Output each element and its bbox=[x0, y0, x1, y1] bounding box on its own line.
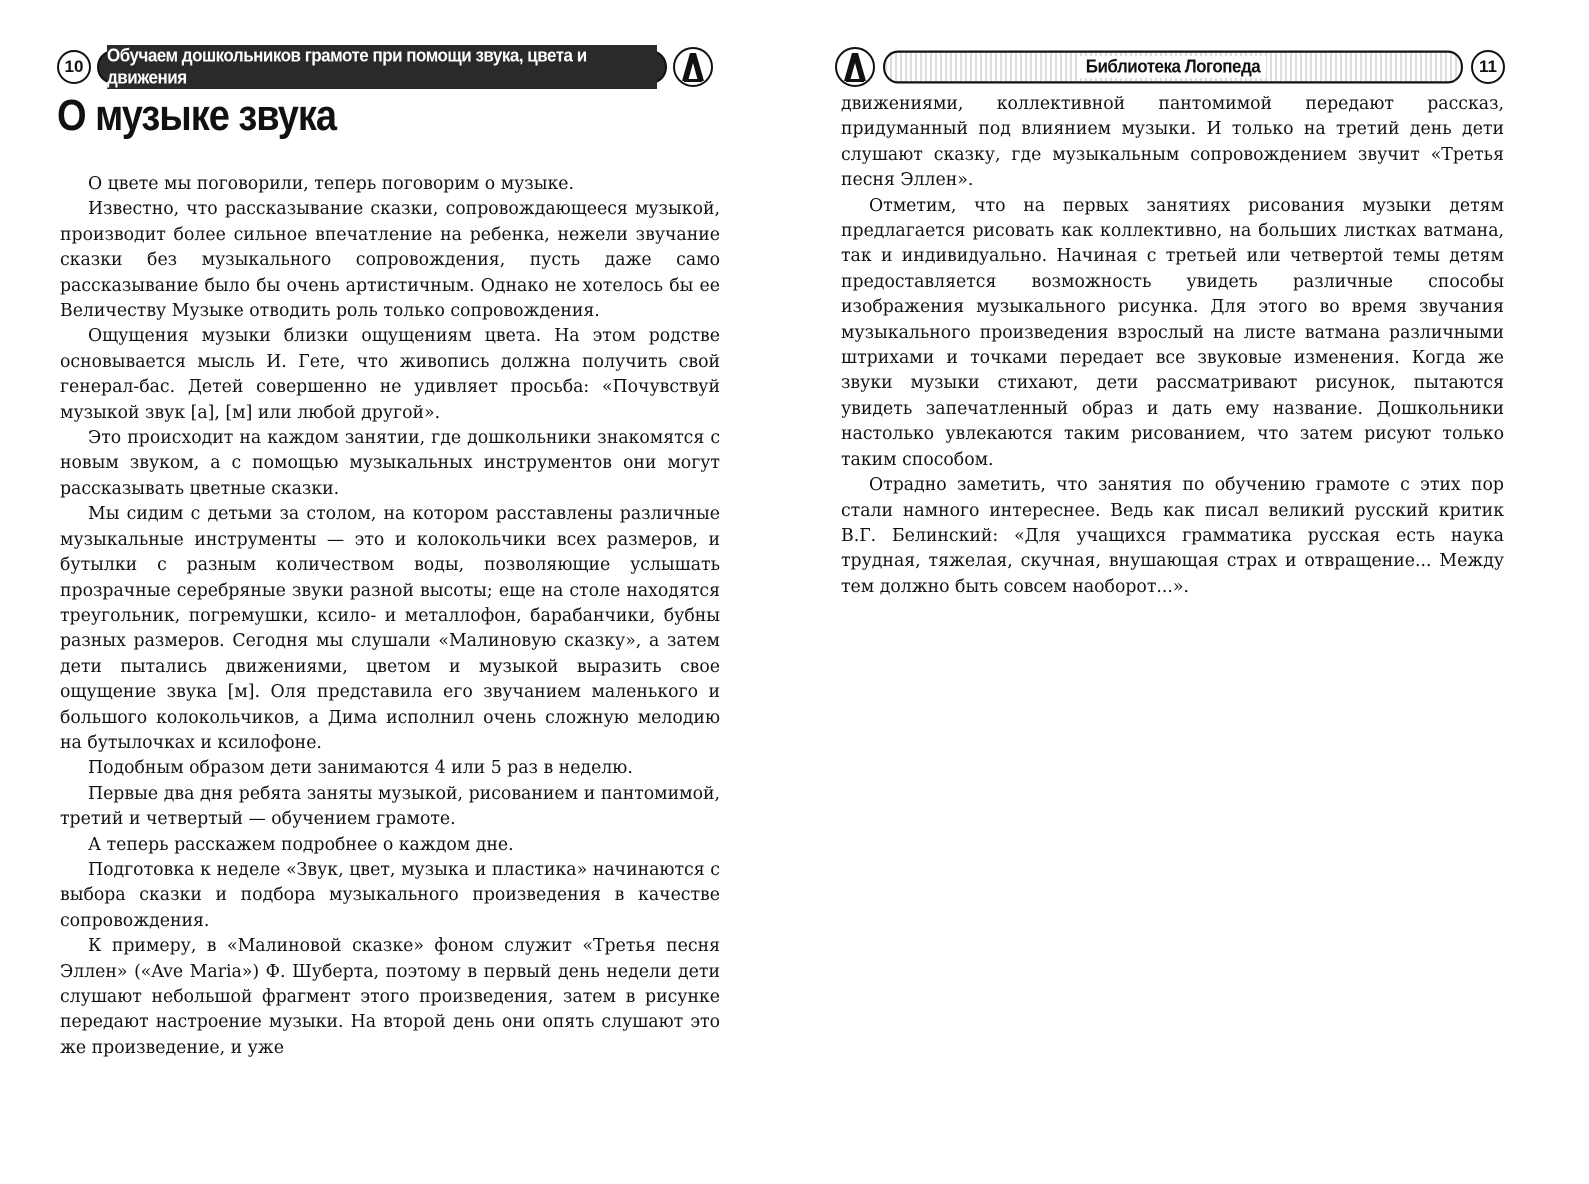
running-header-banner bbox=[883, 51, 1463, 84]
book-logo-icon bbox=[835, 47, 875, 87]
paragraph: Подобным образом дети занимаются 4 или 5 раз в неделю. bbox=[88, 758, 633, 779]
body-text-right bbox=[841, 92, 1504, 600]
paragraph: Известно, что рассказывание сказки, сопровождающееся музыкой, производит более сильное впечатление на ребенка, нежели звучание сказки без музыкального сопровождения, пусть даже само рассказывание было бы очень артистичным. Однако не хотелось бы ее Величеству Музыке отводить роль только сопровождения. bbox=[60, 199, 720, 322]
running-header-left bbox=[57, 47, 737, 87]
paragraph: движениями, коллективной пантомимой передают рассказ, придуманный под влиянием музыки. И только на третий день дети слушают сказку, где музыкальным сопровождением звучит «Третья песня Эллен». bbox=[841, 94, 1504, 191]
paragraph: Первые два дня ребята заняты музыкой, рисованием и пантомимой, третий и четвертый — обучением грамоте. bbox=[60, 783, 720, 830]
body-text-left bbox=[60, 172, 720, 1061]
paragraph: К примеру, в «Малиновой сказке» фоном служит «Третья песня Эллен» («Ave Maria») Ф. Шуберта, поэтому в первый день недели дети слушают небольшой фрагмент этого произведения, затем в рисунке передают настроение музыки. На второй день они опять слушают это же произведение, и уже bbox=[60, 936, 720, 1058]
paragraph: О цвете мы поговорили, теперь поговорим о музыке. bbox=[88, 174, 575, 194]
paragraph: Мы сидим с детьми за столом, на котором расставлены различные музыкальные инструменты — это и колокольчики всех размеров, и бутылки с разным количеством воды, позволяющие услышать прозрачные серебряные звуки разной высоты; еще на столе находятся треугольник, погремушки, ксило- и металлофон, барабанчики, бубны разных размеров. Сегодня мы слушали «Малиновую сказку», а затем дети пытались движениями, цветом и музыкой выразить свое ощущение звука [м]. Оля представила его звучанием маленького и большого колокольчиков, а Дима исполнил очень сложную мелодию на бутылочках и ксилофоне. bbox=[60, 504, 720, 753]
paragraph: Отметим, что на первых занятиях рисования музыки детям предлагается рисовать как коллективно, на больших листках ватмана, так и индивидуально. Начиная с третьей или четвертой темы детям предоставляется возможность увидеть различные способы изображения музыкального рисунка. Для этого во время звучания музыкального произведения взрослый на листе ватмана различными штрихами и точками передает все звуковые изменения. Когда же звуки музыки стихают, дети рассматривают рисунок, пытаются увидеть запечатленный образ и дать ему название. Дошкольники настолько увлекаются таким рисованием, что затем рисуют только таким способом. bbox=[841, 195, 1504, 470]
running-header-banner bbox=[97, 45, 667, 88]
running-header-right bbox=[835, 47, 1535, 87]
running-header-text: Обучаем дошкольников грамоте при помощи звука, цвета и движения bbox=[107, 45, 657, 89]
page-number: 10 bbox=[57, 50, 91, 84]
paragraph: Ощущения музыки близки ощущениям цвета. На этом родстве основывается мысль И. Гете, что живопись должна получить свой генерал-бас. Детей совершенно не удивляет просьба: «Почувствуй музыкой звук [а], [м] или любой другой». bbox=[60, 326, 720, 423]
paragraph: А теперь расскажем подробнее о каждом дне. bbox=[88, 834, 514, 855]
running-header-text: Библиотека Логопеда bbox=[1080, 56, 1266, 78]
paragraph: Это происходит на каждом занятии, где дошкольники знакомятся с новым звуком, а с помощью музыкальных инструментов они могут рассказывать цветные сказки. bbox=[60, 428, 720, 499]
paragraph: Подготовка к неделе «Звук, цвет, музыка и пластика» начинаются с выбора сказки и подбора музыкального произведения в качестве сопровождения. bbox=[60, 859, 720, 931]
page-title: О музыке звука bbox=[57, 92, 336, 141]
page-number: 11 bbox=[1471, 50, 1505, 84]
paragraph: Отрадно заметить, что занятия по обучению грамоте с этих пор стали намного интереснее. Ведь как писал великий русский критик В.Г. Белинский: «Для учащихся грамматика русская есть наука трудная, тяжелая, скучная, внушающая страх и отвращение... Между тем должно быть совсем наоборот...». bbox=[841, 475, 1504, 597]
book-logo-icon bbox=[673, 47, 713, 87]
